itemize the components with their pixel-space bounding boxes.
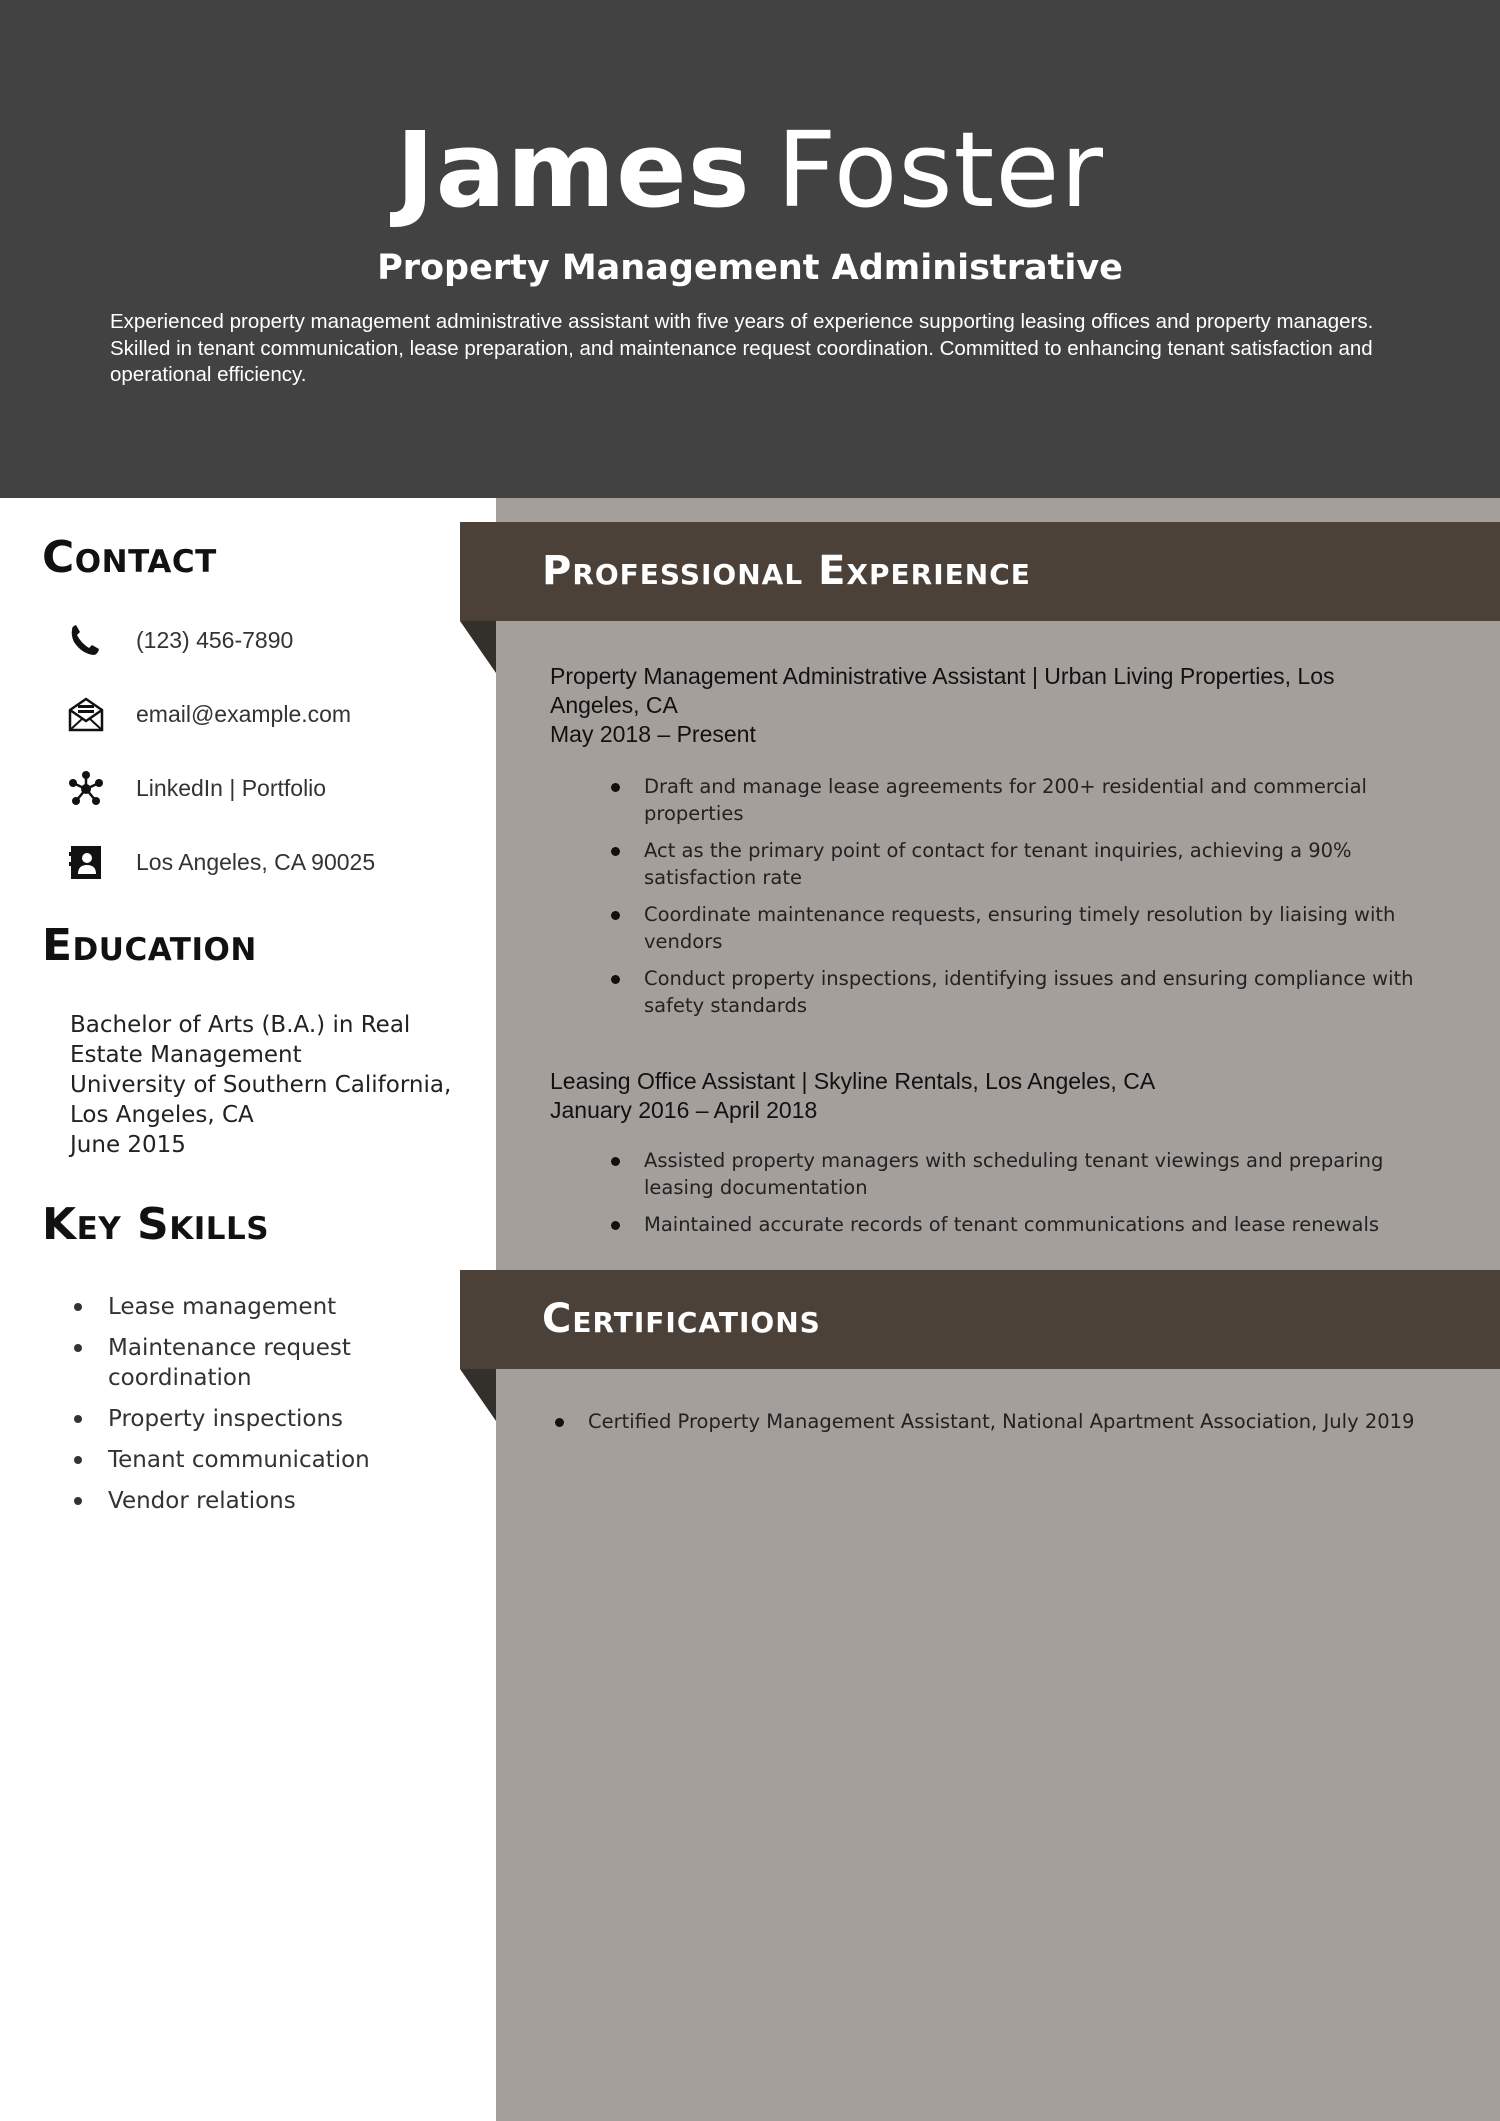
job-entry-1 <box>550 662 1410 749</box>
list-item: Maintained accurate records of tenant communications and lease renewals <box>644 1211 1444 1238</box>
list-item: Draft and manage lease agreements for 200+ residential and commercial properties <box>644 773 1444 827</box>
list-item: Lease management <box>108 1292 468 1322</box>
graduation-date: June 2015 <box>70 1132 186 1158</box>
list-item: Certified Property Management Assistant, National Apartment Association, July 2019 <box>588 1408 1458 1435</box>
envelope-icon <box>66 694 106 734</box>
experience-banner <box>460 522 1500 621</box>
job-1-bullets <box>644 773 1444 1029</box>
list-item: Property inspections <box>108 1404 468 1434</box>
email-text: email@example.com <box>136 701 352 727</box>
list-item: Coordinate maintenance requests, ensuring timely resolution by liaising with vendors <box>644 901 1444 955</box>
contact-links[interactable] <box>66 768 466 808</box>
job-title-line: Property Management Administrative Assistant | Urban Living Properties, Los Angeles, CA <box>550 663 1335 718</box>
experience-heading: Professional Experience <box>542 548 1031 594</box>
contact-address <box>66 842 466 882</box>
address-text: Los Angeles, CA 90025 <box>136 849 376 875</box>
certifications-list <box>588 1408 1458 1445</box>
candidate-name <box>0 100 1500 240</box>
school-line: Los Angeles, CA <box>70 1102 254 1128</box>
certifications-banner <box>460 1270 1500 1369</box>
address-card-icon <box>66 842 106 882</box>
contact-email <box>66 694 466 734</box>
degree-line: Bachelor of Arts (B.A.) in Real <box>70 1012 411 1038</box>
list-item: Tenant communication <box>108 1445 468 1475</box>
job-dates: January 2016 – April 2018 <box>550 1097 818 1123</box>
skills-list <box>108 1292 468 1527</box>
education-heading: Education <box>42 920 257 971</box>
resume-header <box>0 0 1500 498</box>
education-block <box>70 1010 460 1160</box>
links-text[interactable]: LinkedIn | Portfolio <box>136 775 327 801</box>
contact-heading: Contact <box>42 532 217 583</box>
list-item: Assisted property managers with scheduling tenant viewings and preparing leasing documentation <box>644 1147 1444 1201</box>
phone-icon <box>66 620 106 660</box>
contact-phone <box>66 620 466 660</box>
job-title-line: Leasing Office Assistant | Skyline Rentals, Los Angeles, CA <box>550 1068 1156 1094</box>
skills-heading: Key Skills <box>42 1199 270 1250</box>
last-name: Foster <box>776 109 1105 231</box>
list-item: Conduct property inspections, identifying issues and ensuring compliance with safety standards <box>644 965 1444 1019</box>
degree-line: Estate Management <box>70 1042 302 1068</box>
job-2-bullets <box>644 1147 1444 1248</box>
phone-text: (123) 456-7890 <box>136 627 294 653</box>
summary-text: Experienced property management administrative assistant with five years of experience supporting leasing offices and property managers. Skilled in tenant communication, lease preparation, and maintenance request coordination. Committed to enhancing tenant satisfaction and operational efficiency. <box>110 310 1374 386</box>
school-line: University of Southern California, <box>70 1072 452 1098</box>
list-item: Act as the primary point of contact for tenant inquiries, achieving a 90% satisfaction rate <box>644 837 1444 891</box>
job-title: Property Management Administrative <box>377 248 1123 288</box>
list-item: Maintenance request coordination <box>108 1333 468 1393</box>
certifications-heading: Certifications <box>542 1296 821 1342</box>
first-name: James <box>395 109 751 231</box>
job-entry-2 <box>550 1067 1410 1125</box>
job-dates: May 2018 – Present <box>550 721 756 747</box>
list-item: Vendor relations <box>108 1486 468 1516</box>
network-icon <box>66 768 106 808</box>
